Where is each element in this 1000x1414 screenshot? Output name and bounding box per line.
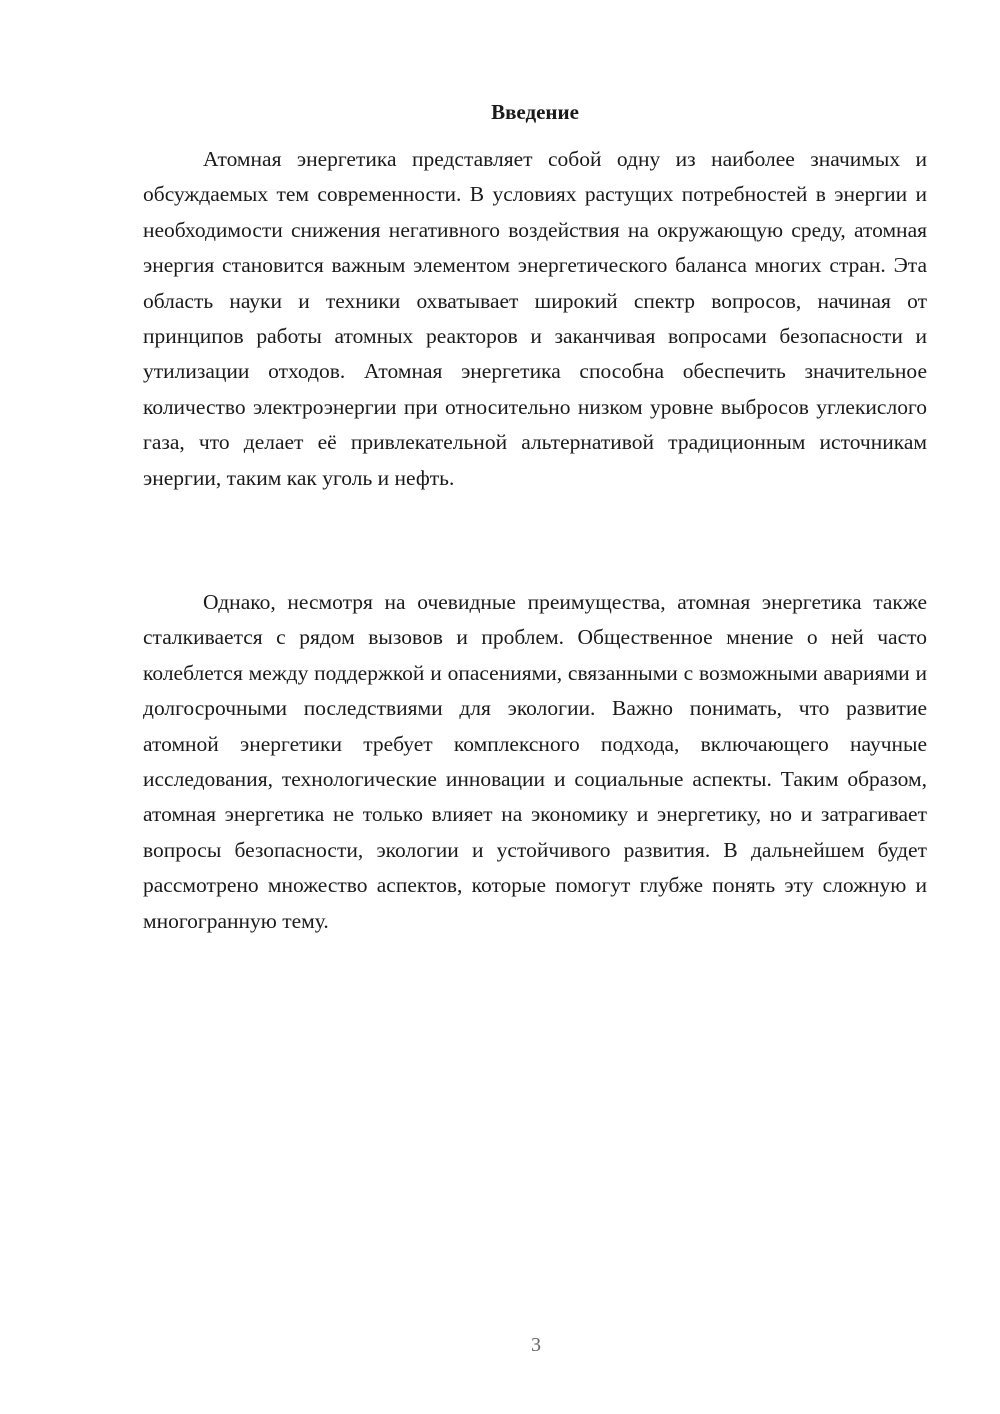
paragraph-1: Атомная энергетика представляет собой одну из наиболее значимых и обсуждаемых тем современности. В условиях растущих потребностей в энергии и необходимости снижения негативного воздействия на окружающую среду, атомная энергия становится важным элементом энергетического баланса многих стран. Эта область науки и техники охватывает широкий спектр вопросов, начиная от принципов работы атомных реакторов и заканчивая вопросами безопасности и утилизации отходов. Атомная энергетика способна обеспечить значительное количество электроэнергии при относительно низком уровне выбросов углекислого газа, что делает её привлекательной альтернативой традиционным источникам энергии, таким как уголь и нефть.: [143, 147, 927, 490]
section-heading: Введение: [491, 100, 579, 124]
paragraph-2: Однако, несмотря на очевидные преимущества, атомная энергетика также сталкивается с рядом вызовов и проблем. Общественное мнение о ней часто колеблется между поддержкой и опасениями, связанными с возможными авариями и долгосрочными последствиями для экологии. Важно понимать, что развитие атомной энергетики требует комплексного подхода, включающего научные исследования, технологические инновации и социальные аспекты. Таким образом, атомная энергетика не только влияет на экономику и энергетику, но и затрагивает вопросы безопасности, экологии и устойчивого развития. В дальнейшем будет рассмотрено множество аспектов, которые помогут глубже понять эту сложную и многогранную тему.: [143, 590, 927, 933]
page-number: 3: [531, 1334, 541, 1356]
